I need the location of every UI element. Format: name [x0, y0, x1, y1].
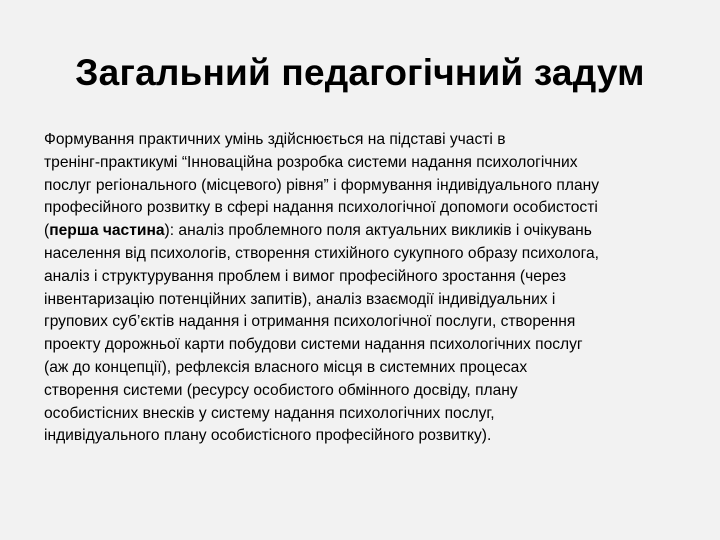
- slide-title: Загальний педагогічний задум: [75, 52, 645, 93]
- body-line-7: аналіз і структурування проблем і вимог професійного зростання (через: [44, 267, 567, 285]
- body-line-4: професійного розвитку в сфері надання психологічної допомоги особистості: [44, 199, 598, 217]
- open-paren: (: [44, 222, 50, 240]
- body-line-3: послуг регіонального (місцевого) рівня” і формування індивідуального плану: [44, 176, 600, 194]
- body-line-5: [44, 220, 684, 243]
- body-line-2: тренінг-практикумі “Інноваційна розробка системи надання психологічних: [44, 153, 578, 171]
- body-line-13: особистісних внесків у систему надання психологічних послуг,: [44, 404, 495, 422]
- body-line-11: (аж до концепції), рефлексія власного місця в системних процесах: [44, 358, 528, 376]
- body-line-5-rest: ): аналіз проблемного поля актуальних викликів і очікувань: [164, 222, 592, 240]
- body-line-1: Формування практичних умінь здійснюється на підставі участі в: [44, 131, 506, 148]
- body-line-8: інвентаризацію потенційних запитів), аналіз взаємодії індивідуальних і: [44, 290, 556, 308]
- body-line-6: населення від психологів, створення стихійного сукупного образу психолога,: [44, 244, 600, 262]
- body-line-9: групових суб’єктів надання і отримання психологічної послуги, створення: [44, 313, 576, 331]
- body-paragraph: [44, 129, 684, 448]
- body-line-10: проекту дорожньої карти побудови системи надання психологічних послуг: [44, 336, 583, 354]
- body-line-12: створення системи (ресурсу особистого обмінного досвіду, плану: [44, 381, 518, 399]
- body-line-14: індивідуального плану особистісного професійного розвитку).: [44, 427, 492, 445]
- bold-term-first-part: перша частина: [49, 222, 165, 240]
